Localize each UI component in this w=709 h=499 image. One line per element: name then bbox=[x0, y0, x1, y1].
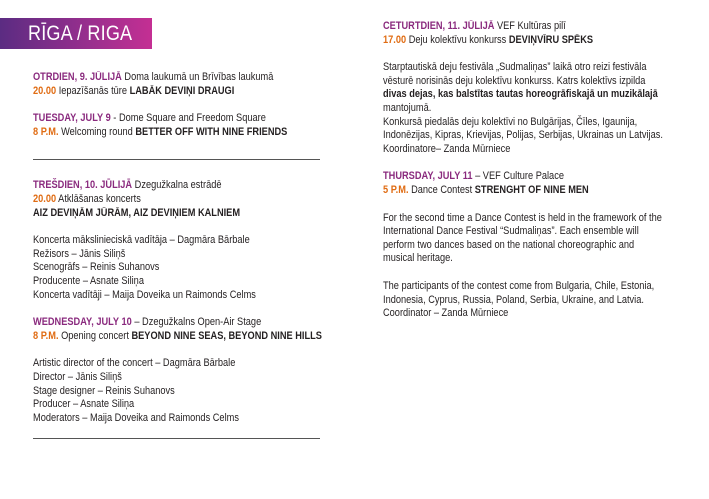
en-day: WEDNESDAY, JULY 10 bbox=[33, 316, 132, 329]
desc-line: International Dance Festival “Sudmaliņas”. Each ensemble will bbox=[383, 225, 639, 238]
lv-title: LABĀK DEVIŅI DRAUGI bbox=[129, 84, 235, 97]
event-lv-title bbox=[383, 34, 635, 48]
event-lv-heading bbox=[383, 20, 635, 34]
lv-day: TREŠDIEN, 10. JŪLIJĀ bbox=[33, 179, 133, 192]
credit-line: Stage designer – Reinis Suhanovs bbox=[33, 384, 175, 397]
credit-line: Producente – Asnate Siliņa bbox=[33, 274, 144, 287]
event-en-heading bbox=[33, 112, 285, 126]
en-day: THURSDAY, JULY 11 bbox=[383, 170, 473, 183]
desc-line: mantojumā. bbox=[383, 101, 432, 114]
en-event: Opening concert bbox=[58, 329, 132, 342]
lv-place: VEF Kultūras pilī bbox=[494, 20, 566, 32]
event-en-title bbox=[33, 329, 322, 344]
en-title: BEYOND NINE SEAS, BEYOND NINE HILLS bbox=[131, 329, 322, 342]
desc-line: Indonēzijas, Kipras, Krievijas, Polijas, Serbijas, Ukrainas un Latvijas. bbox=[383, 129, 663, 142]
credit-line: Režisors – Jānis Siliņš bbox=[33, 247, 126, 260]
en-time: 5 P.M. bbox=[383, 183, 409, 196]
lv-time: 20.00 bbox=[33, 84, 57, 97]
event-lv-heading bbox=[33, 71, 285, 85]
en-event: Dance Contest bbox=[408, 183, 475, 196]
credit-line: Artistic director of the concert – Dagmāra Bārbale bbox=[33, 357, 236, 370]
event-en-heading bbox=[33, 316, 285, 330]
desc-line: vēsturē norisinās deju kolektīvu konkurss. Katrs kolektīvs izpilda bbox=[383, 74, 646, 87]
desc-line: Konkursā piedalās deju kolektīvi no Bulgārijas, Čīles, Igaunija, bbox=[383, 115, 638, 128]
lv-time: 20.00 bbox=[33, 192, 57, 205]
coordinator-line: Coordinator – Zanda Mūrniece bbox=[383, 307, 509, 320]
lv-title: DEVIŅVĪRU SPĒKS bbox=[508, 33, 594, 46]
lv-event: Deju kolektīvu konkurss bbox=[406, 33, 509, 46]
lv-place: Doma laukumā un Brīvības laukumā bbox=[121, 71, 274, 83]
desc-line: musical heritage. bbox=[383, 252, 453, 265]
en-place: - Dome Square and Freedom Square bbox=[110, 112, 266, 125]
credit-line: Moderators – Maija Doveika and Raimonds Celms bbox=[33, 411, 239, 424]
coordinator-line: Koordinatore– Zanda Mūrniece bbox=[383, 142, 511, 155]
en-title: STRENGHT OF NINE MEN bbox=[474, 183, 589, 196]
right-column bbox=[383, 20, 683, 321]
desc-line: perform two dances based on the national choreographic and bbox=[383, 238, 635, 251]
en-event: Welcoming round bbox=[58, 125, 136, 138]
credit-line: Director – Jānis Siliņš bbox=[33, 370, 122, 383]
lv-place: Dzegužkalna estrādē bbox=[132, 179, 222, 192]
en-place: – Dzegužkalns Open-Air Stage bbox=[131, 316, 262, 329]
event-lv-subtitle bbox=[33, 193, 285, 207]
credit-line: Koncerta vadītāji – Maija Doveika un Raimonds Celms bbox=[33, 288, 256, 301]
desc-line: The participants of the contest come from Bulgaria, Chile, Estonia, bbox=[383, 279, 655, 292]
credit-line: Producer – Asnate Siliņa bbox=[33, 398, 135, 411]
desc-line: Indonesia, Cyprus, Russia, Poland, Serbia, Ukraine, and Latvia. bbox=[383, 293, 644, 306]
en-day: TUESDAY, JULY 9 bbox=[33, 112, 111, 125]
lv-time: 17.00 bbox=[383, 33, 407, 46]
event-en-title bbox=[383, 184, 635, 198]
lv-title: AIZ DEVIŅĀM JŪRĀM, AIZ DEVIŅIEM KALNIEM bbox=[33, 206, 241, 219]
event-lv-heading bbox=[33, 179, 285, 193]
en-time: 8 P.M. bbox=[33, 329, 59, 342]
event-en-heading bbox=[383, 170, 635, 184]
desc-line: For the second time a Dance Contest is held in the framework of the bbox=[383, 211, 662, 224]
credit-line: Koncerta mākslinieciskā vadītāja – Dagmāra Bārbale bbox=[33, 234, 250, 247]
city-banner bbox=[0, 18, 152, 49]
left-column bbox=[33, 71, 333, 439]
lv-event: Atklāšanas koncerts bbox=[56, 192, 141, 205]
event-en-title bbox=[33, 125, 288, 140]
lv-day: OTRDIEN, 9. JŪLIJĀ bbox=[33, 71, 122, 83]
city-title: RĪGA / RIGA bbox=[28, 21, 133, 45]
en-place: – VEF Culture Palace bbox=[472, 170, 564, 183]
event-lv-title bbox=[33, 85, 285, 99]
en-title: BETTER OFF WITH NINE FRIENDS bbox=[135, 125, 288, 138]
credit-line: Scenogrāfs – Reinis Suhanovs bbox=[33, 261, 160, 274]
divider bbox=[33, 438, 320, 439]
lv-day: CETURTDIEN, 11. JŪLIJĀ bbox=[383, 20, 495, 32]
desc-line: Starptautiskā deju festivāla „Sudmaliņas” laikā otro reizi festivāla bbox=[383, 61, 647, 74]
en-time: 8 P.M. bbox=[33, 125, 59, 138]
desc-line-bold: divas dejas, kas balstītas tautas horeogrāfiskajā un muzikālajā bbox=[383, 88, 658, 101]
lv-event: Iepazīšanās tūre bbox=[56, 84, 130, 97]
